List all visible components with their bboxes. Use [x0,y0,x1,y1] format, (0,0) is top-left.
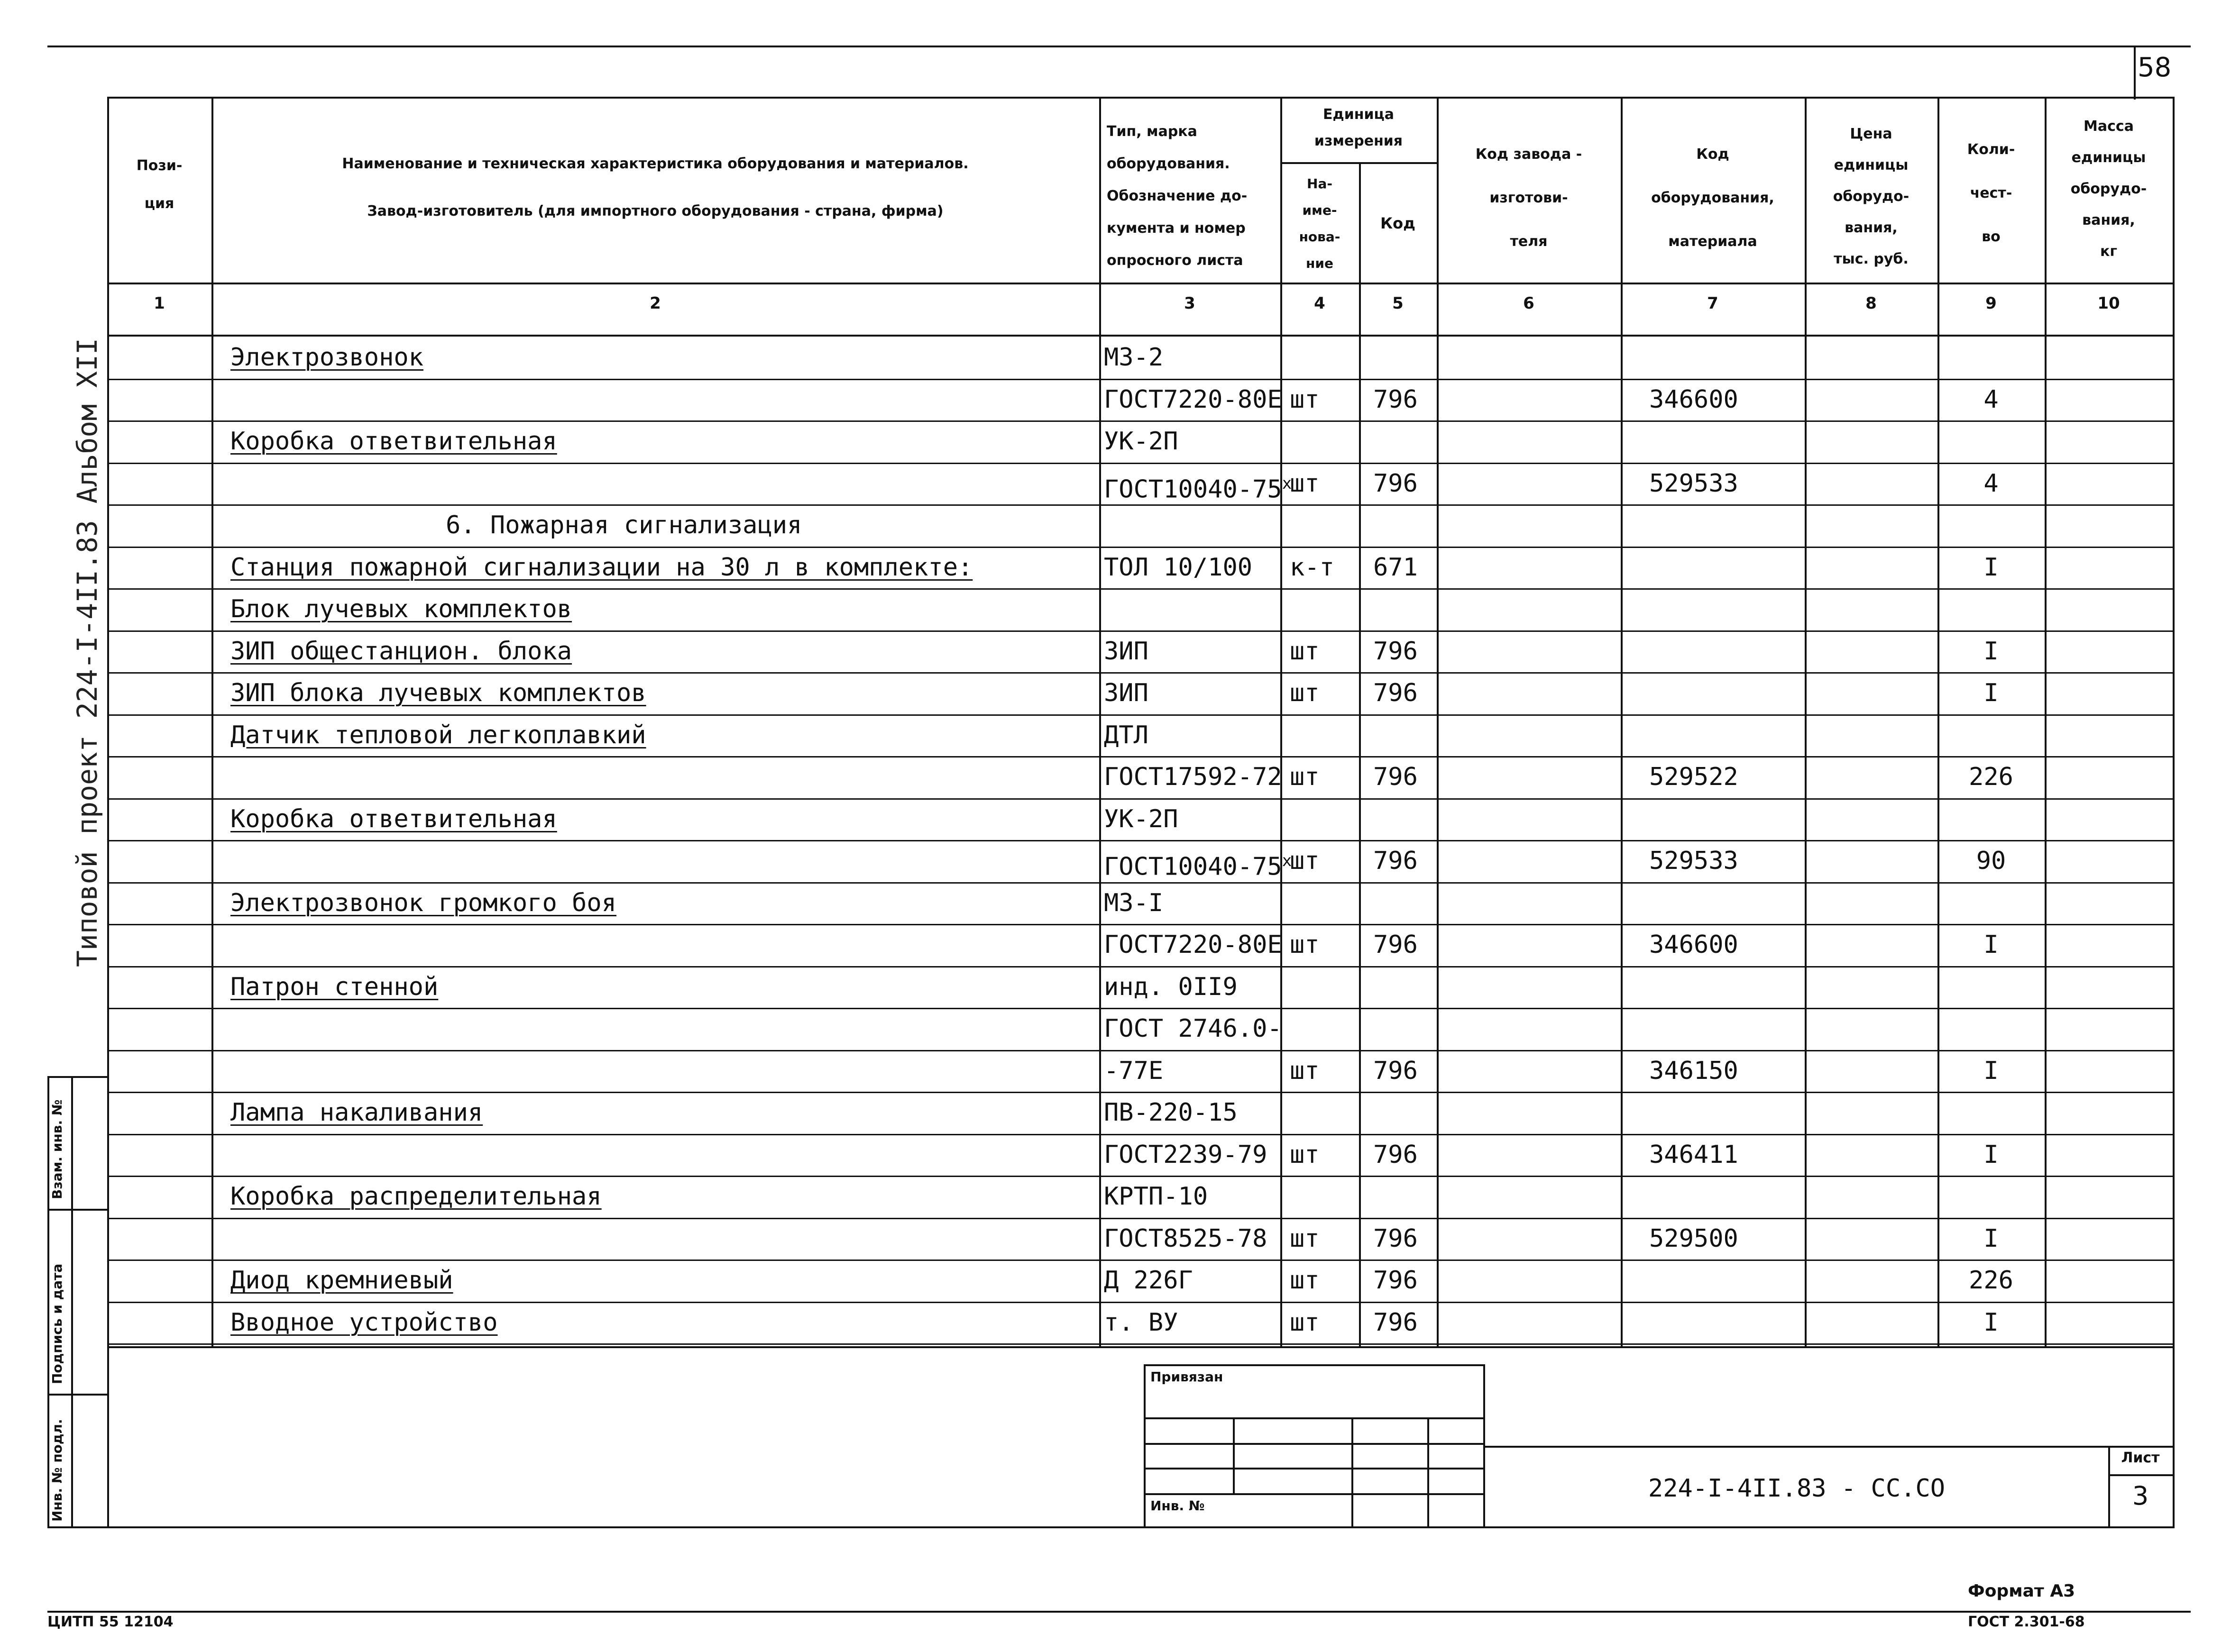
cell-unit: шт [1290,1056,1320,1085]
table-row [0,1092,2240,1134]
header-col6: Код завода - изготови- теля [1475,146,1582,250]
cell-unit: шт [1290,931,1320,959]
cell-type: МЗ-I [1104,888,1164,917]
cell-name: Вводное устройство [230,1308,498,1337]
table-row [0,588,2240,630]
cell-type: ГОСТ2239-79 [1104,1140,1267,1169]
cell-type: ТОЛ 10/100 [1104,553,1253,582]
header-col9: Коли- чест- во [1967,141,2015,245]
cell-equip-code: 346150 [1649,1056,1738,1085]
cell-equip-code: 529533 [1649,847,1738,875]
cell-equip-code: 346600 [1649,931,1738,959]
cell-qty: I [1983,1224,1999,1253]
table-row [0,1218,2240,1260]
cell-unit: шт [1290,679,1320,707]
header-col2: Наименование и техническая характеристика оборудования и материалов. Завод-изготовитель (для импортного оборудования - страна, фирма) [342,155,969,219]
vertical-project-title: Типовой проект 224-I-4II.83 Альбом XII [71,338,103,967]
superscript-mark: х [1282,851,1292,870]
cell-unit: шт [1290,385,1320,414]
cell-code: 796 [1373,637,1418,666]
table-row [0,1008,2240,1050]
cell-name: Патрон стенной [230,972,439,1001]
footer-left-code: ЦИТП 55 12104 [47,1614,174,1630]
header-col7: Код оборудования, материала [1651,146,1774,250]
cell-name: Лампа накаливания [230,1098,483,1127]
table-row [0,547,2240,589]
header-unit-group: Единица измерения [1314,106,1403,149]
cell-equip-code: 529500 [1649,1224,1738,1253]
header-col4: На- име- нова- ние [1299,176,1340,271]
cell-name: Коробка ответвительная [230,804,557,833]
cell-code: 796 [1373,1266,1418,1295]
cell-unit: шт [1290,1266,1320,1295]
cell-type: ГОСТ 2746.0- [1104,1014,1282,1043]
cell-name: Датчик тепловой легкоплавкий [230,721,646,749]
cell-equip-code: 529533 [1649,469,1738,498]
table-row [0,1302,2240,1344]
cell-code: 796 [1373,385,1418,414]
cell-code: 796 [1373,1140,1418,1169]
top-rule [47,46,2191,47]
cell-type: инд. 0II9 [1104,972,1238,1001]
cell-type: МЗ-2 [1104,343,1164,372]
cell-type: ЗИП [1104,679,1148,707]
document-code: 224-I-4II.83 - СС.СО [1648,1474,1946,1503]
cell-unit: шт [1290,1140,1320,1169]
table-row [0,882,2240,924]
cell-code: 796 [1373,679,1418,707]
cell-type: УК-2П [1104,427,1178,456]
cell-type: т. ВУ [1104,1308,1178,1337]
privyazan-label: Привязан [1150,1369,1223,1385]
cell-code: 796 [1373,1056,1418,1085]
sheet-number-top: 58 [2138,52,2172,83]
header-col3: Тип, марка оборудования. Обозначение до- кумента и номер опросного листа [1107,123,1248,269]
table-row [0,630,2240,673]
table-row [0,420,2240,463]
cell-type: УК-2П [1104,804,1178,833]
cell-qty: 4 [1983,469,1999,498]
header-col1: Пози- ция [136,157,183,212]
cell-equip-code: 529522 [1649,763,1738,791]
cell-code: 796 [1373,847,1418,875]
cell-name: Электрозвонок [230,343,423,372]
footer-format: Формат А3 [1968,1581,2075,1601]
cell-type: ДТЛ [1104,721,1148,749]
table-row [0,798,2240,840]
cell-type: ГОСТ7220-80Е [1104,385,1282,414]
section-heading: 6. Пожарная сигнализация [446,511,802,539]
table-row [0,840,2240,882]
cell-code: 796 [1373,1224,1418,1253]
cell-qty: I [1983,553,1999,582]
cell-name: Электрозвонок громкого боя [230,888,616,917]
cell-code: 796 [1373,1308,1418,1337]
cell-name: Диод кремниевый [230,1266,453,1295]
cell-type: Д 226Г [1104,1266,1193,1295]
cell-type: -77Е [1104,1056,1164,1085]
cell-code: 796 [1373,931,1418,959]
cell-qty: 4 [1983,385,1999,414]
footer-gost: ГОСТ 2.301-68 [1968,1614,2085,1630]
cell-equip-code: 346600 [1649,385,1738,414]
cell-name: ЗИП общестанцион. блока [230,637,572,666]
sheet-number-divider [2134,47,2136,100]
table-row [0,1050,2240,1092]
cell-qty: I [1983,679,1999,707]
cell-qty: 226 [1969,763,2013,791]
table-row [0,504,2240,547]
cell-type: ПВ-220-15 [1104,1098,1238,1127]
cell-unit: шт [1290,637,1320,666]
table-row [0,1134,2240,1176]
cell-code: 796 [1373,763,1418,791]
cell-qty: I [1983,637,1999,666]
cell-type: ГОСТ8525-78 [1104,1224,1267,1253]
cell-qty: 226 [1969,1266,2013,1295]
list-label: Лист [2121,1450,2160,1466]
cell-unit: шт [1290,763,1320,791]
list-number: 3 [2132,1481,2149,1511]
table-row [0,1260,2240,1302]
table-row [0,924,2240,966]
cell-qty: 90 [1976,847,2006,875]
table-row [0,714,2240,757]
header-col8: Цена единицы оборудо- вания, тыс. руб. [1833,126,1910,267]
cell-name: Коробка ответвительная [230,427,557,456]
cell-type: КРТП-10 [1104,1182,1208,1211]
header-col10: Масса единицы оборудо- вания, кг [2070,118,2147,260]
header-col5: Код [1380,214,1415,232]
cell-qty: I [1983,931,1999,959]
table-row [0,756,2240,798]
cell-type: $ГОСТ10040-75^х$ [1104,851,1292,881]
superscript-mark: х [1282,474,1292,493]
cell-code: 671 [1373,553,1418,582]
table-row [0,966,2240,1008]
cell-unit: шт [1290,847,1320,875]
table-row [0,672,2240,714]
cell-equip-code: 346411 [1649,1140,1738,1169]
inv-no-label: Инв. № [1150,1498,1205,1514]
bottom-rule [47,1611,2191,1613]
table-row [0,379,2240,421]
cell-unit: шт [1290,1308,1320,1337]
table-row [0,463,2240,505]
cell-qty: I [1983,1308,1999,1337]
cell-code: 796 [1373,469,1418,498]
cell-name: Блок лучевых комплектов [230,595,572,623]
cell-name: Коробка распределительная [230,1182,602,1211]
cell-name: Станция пожарной сигнализации на 30 л в комплекте: [230,553,973,582]
cell-qty: I [1983,1140,1999,1169]
cell-type: ГОСТ7220-80Е [1104,931,1282,959]
cell-unit: шт [1290,469,1320,498]
cell-unit: к-т [1290,553,1334,582]
cell-name: ЗИП блока лучевых комплектов [230,679,646,707]
table-row [0,1176,2240,1218]
cell-unit: шт [1290,1224,1320,1253]
cell-type: ЗИП [1104,637,1148,666]
row-separator [107,1343,2173,1345]
cell-type: $ГОСТ10040-75^х$ [1104,474,1292,503]
cell-qty: I [1983,1056,1999,1085]
table-row [0,337,2240,379]
cell-type: ГОСТ17592-72 [1104,763,1282,791]
